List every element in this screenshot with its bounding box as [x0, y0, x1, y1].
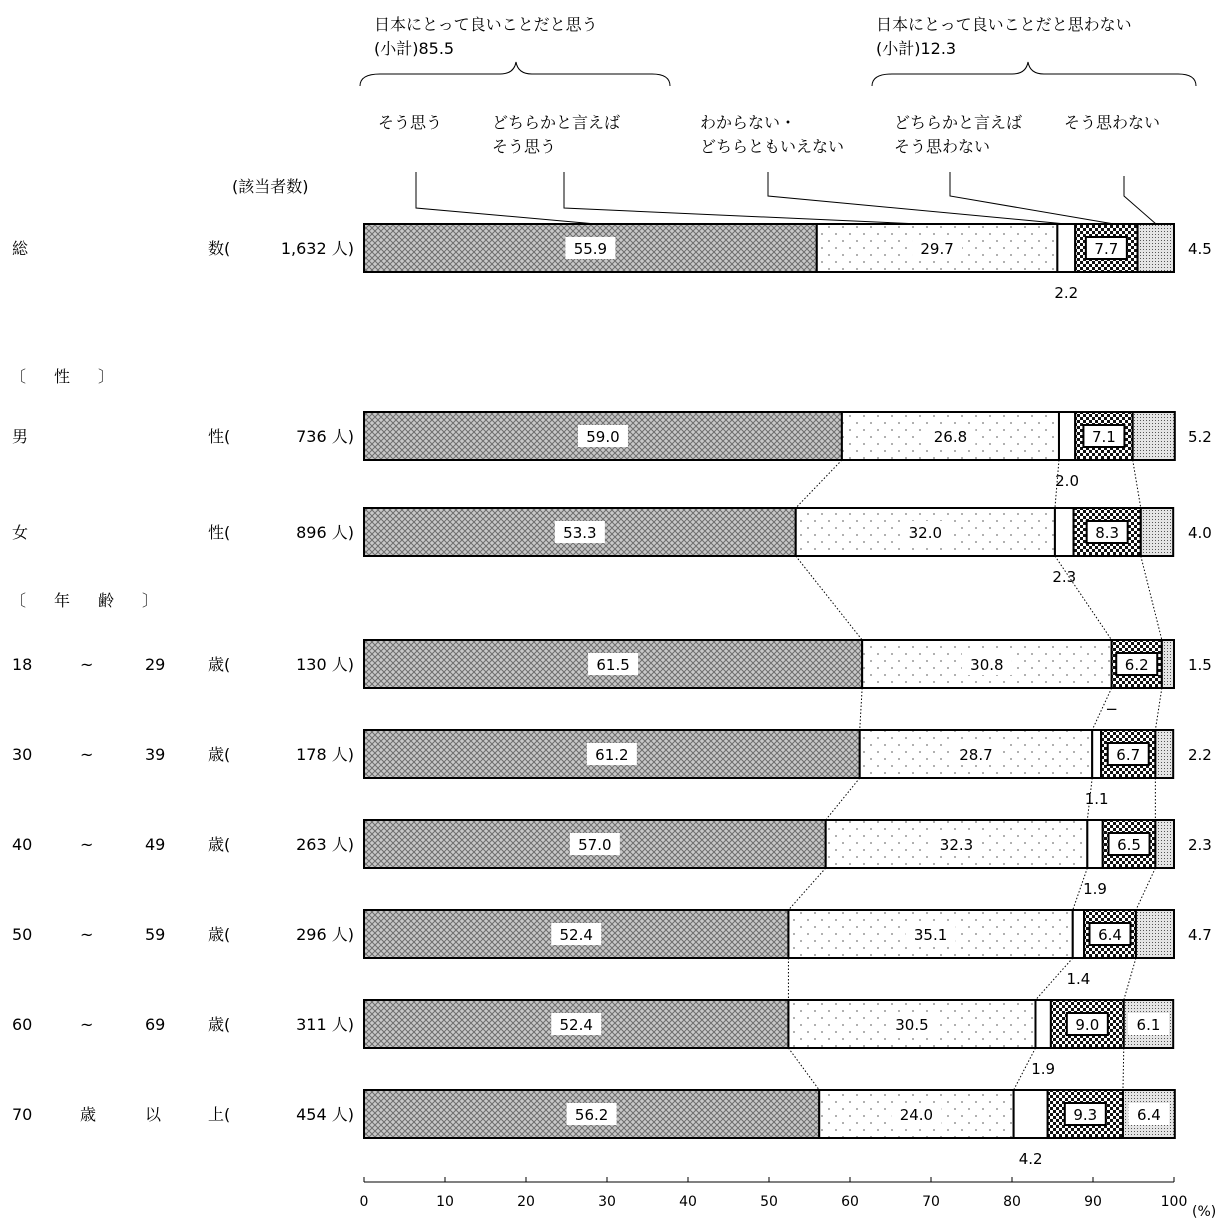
row-label-tilde: ~	[80, 835, 94, 854]
chart-rows	[12, 224, 1212, 1168]
connector-line	[1141, 556, 1162, 640]
row-label-left: 総	[12, 239, 29, 258]
bar-row	[12, 1000, 1173, 1078]
row-label-right: 性(	[208, 523, 231, 542]
value-label-strongly-agree: 53.3	[563, 524, 597, 542]
value-label-somewhat-agree: 24.0	[899, 1106, 934, 1124]
x-tick-label: 10	[436, 1194, 454, 1210]
connector-line	[788, 1048, 819, 1090]
row-sample-size: 454 人)	[296, 1105, 354, 1124]
row-label-left: 50	[12, 925, 33, 944]
group-bad-title: 日本にとって良いことだと思わない	[876, 15, 1132, 34]
value-label-somewhat-agree: 35.1	[913, 926, 948, 944]
connector-line	[860, 688, 862, 730]
bar-segment-strongly-disagree	[1136, 910, 1174, 958]
bar-row	[12, 1090, 1175, 1168]
bar-segment-strongly-disagree	[1138, 224, 1174, 272]
row-sample-size: 896 人)	[296, 523, 354, 542]
value-label-somewhat-disagree: 9.3	[1073, 1106, 1098, 1124]
row-label-right: 歳(	[208, 745, 231, 764]
value-label-dont-know: 1.9	[1031, 1060, 1056, 1078]
connector-line	[788, 868, 825, 910]
row-label-right: 歳(	[208, 925, 231, 944]
legend-label-strongly-agree: そう思う	[378, 113, 443, 132]
value-label-dont-know: 2.0	[1055, 472, 1080, 490]
bar-segment-strongly-disagree	[1155, 730, 1173, 778]
value-label-somewhat-agree: 30.8	[970, 656, 1004, 674]
value-label-somewhat-disagree: 9.0	[1075, 1016, 1100, 1034]
value-label-strongly-disagree: 4.5	[1188, 240, 1212, 258]
leader-strongly-disagree	[1124, 176, 1156, 224]
row-label-right: 歳(	[208, 655, 231, 674]
bar-row	[12, 640, 1212, 718]
row-label-left: 男	[12, 427, 29, 446]
value-label-somewhat-disagree: 6.7	[1116, 746, 1141, 764]
value-label-strongly-disagree: 1.5	[1188, 656, 1212, 674]
sample-size-header: (該当者数)	[232, 177, 309, 196]
row-label-tilde: ~	[80, 745, 94, 764]
value-label-somewhat-disagree: 7.7	[1094, 240, 1119, 258]
row-label-tilde: 歳	[80, 1105, 97, 1124]
bar-segment-dont-know	[1092, 730, 1101, 778]
legend-leaders	[416, 172, 1156, 224]
legend-label-somewhat-disagree-2: そう思わない	[894, 137, 991, 156]
row-label-mid: 39	[145, 745, 166, 764]
bar-segment-dont-know	[1035, 1000, 1050, 1048]
x-tick-label: 100	[1160, 1194, 1188, 1210]
group-good-title: 日本にとって良いことだと思う	[374, 15, 598, 34]
connector-line	[796, 556, 862, 640]
row-label-mid: 以	[145, 1105, 162, 1124]
value-label-strongly-agree: 59.0	[586, 428, 620, 446]
value-label-somewhat-disagree: 6.5	[1117, 836, 1141, 854]
bar-segment-strongly-disagree	[1133, 412, 1175, 460]
row-label-left: 30	[12, 745, 33, 764]
row-label-tilde: ~	[80, 655, 94, 674]
value-label-strongly-agree: 57.0	[578, 836, 612, 854]
value-label-somewhat-disagree: 8.3	[1095, 524, 1120, 542]
x-unit-label: (%)	[1192, 1204, 1217, 1220]
group-good-brace	[360, 62, 670, 86]
value-label-somewhat-agree: 30.5	[895, 1016, 929, 1034]
leader-dont-know	[768, 172, 1066, 224]
legend-label-dont-know-1: わからない・	[700, 113, 797, 132]
x-tick-label: 30	[598, 1194, 616, 1210]
row-label-right: 歳(	[208, 1015, 231, 1034]
x-tick-label: 50	[760, 1194, 778, 1210]
bar-row	[12, 730, 1212, 808]
connector-line	[1124, 958, 1136, 1000]
legend-label-strongly-disagree: そう思わない	[1064, 113, 1161, 132]
value-label-strongly-agree: 61.5	[596, 656, 630, 674]
bar-segment-dont-know	[1014, 1090, 1048, 1138]
row-label-mid: 49	[145, 835, 166, 854]
row-label-mid: 69	[145, 1015, 166, 1034]
value-label-somewhat-agree: 32.3	[939, 836, 974, 854]
bar-segment-dont-know	[1059, 412, 1075, 460]
row-label-left: 18	[12, 655, 33, 674]
value-label-somewhat-disagree: 6.2	[1124, 656, 1149, 674]
row-label-right: 性(	[208, 427, 231, 446]
row-label-left: 女	[12, 523, 29, 542]
legend-label-somewhat-agree-2: そう思う	[492, 137, 557, 156]
value-label-strongly-agree: 56.2	[574, 1106, 609, 1124]
section-gender: 〔 性 〕	[10, 367, 121, 386]
row-label-right: 歳(	[208, 835, 231, 854]
connector-line	[1133, 460, 1141, 508]
connector-line	[796, 460, 842, 508]
x-tick-label: 40	[679, 1194, 697, 1210]
connector-line	[826, 778, 860, 820]
value-label-strongly-agree: 55.9	[573, 240, 608, 258]
value-label-strongly-disagree: 2.2	[1188, 746, 1212, 764]
bar-row	[12, 910, 1212, 988]
leader-somewhat-disagree	[950, 172, 1114, 224]
value-label-somewhat-agree: 28.7	[959, 746, 993, 764]
legend-label-somewhat-disagree-1: どちらかと言えば	[894, 113, 1023, 132]
value-label-strongly-agree: 52.4	[559, 926, 593, 944]
row-label-mid: 59	[145, 925, 166, 944]
row-sample-size: 311 人)	[296, 1015, 354, 1034]
value-label-strongly-disagree: 4.0	[1188, 524, 1212, 542]
x-tick-label: 60	[841, 1194, 859, 1210]
legend-label-dont-know-2: どちらともいえない	[700, 137, 845, 156]
row-label-tilde: ~	[80, 925, 94, 944]
x-tick-label: 90	[1084, 1194, 1102, 1210]
bar-segment-dont-know	[1055, 508, 1074, 556]
connector-line	[1123, 1048, 1124, 1090]
row-label-mid: 29	[145, 655, 166, 674]
row-label-left: 60	[12, 1015, 33, 1034]
row-sample-size: 263 人)	[296, 835, 354, 854]
bar-segment-strongly-disagree	[1141, 508, 1173, 556]
row-label-left: 40	[12, 835, 33, 854]
value-label-dont-know: −	[1105, 700, 1118, 718]
bar-row	[12, 820, 1212, 898]
group-bad-brace	[872, 62, 1196, 86]
row-label-right: 数(	[208, 239, 231, 258]
row-sample-size: 1,632 人)	[280, 239, 354, 258]
x-axis	[360, 1177, 1217, 1220]
group-good-subtotal: (小計)85.5	[374, 39, 455, 58]
row-sample-size: 736 人)	[296, 427, 354, 446]
value-label-strongly-disagree: 6.1	[1136, 1016, 1161, 1034]
bar-segment-strongly-disagree	[1155, 820, 1174, 868]
row-sample-size: 130 人)	[296, 655, 354, 674]
x-tick-label: 70	[922, 1194, 940, 1210]
value-label-somewhat-disagree: 6.4	[1098, 926, 1122, 944]
row-label-right: 上(	[208, 1105, 231, 1124]
leader-strongly-agree	[416, 172, 596, 224]
value-label-strongly-disagree: 6.4	[1136, 1106, 1161, 1124]
value-label-dont-know: 1.1	[1084, 790, 1109, 808]
value-label-somewhat-agree: 26.8	[933, 428, 968, 446]
value-label-strongly-agree: 52.4	[559, 1016, 593, 1034]
bar-segment-dont-know	[1087, 820, 1102, 868]
x-tick-label: 80	[1003, 1194, 1021, 1210]
bar-row	[12, 412, 1212, 490]
value-label-strongly-disagree: 4.7	[1188, 926, 1212, 944]
bar-segment-strongly-disagree	[1162, 640, 1174, 688]
section-age: 〔 年 齢 〕	[10, 591, 165, 610]
value-label-somewhat-agree: 29.7	[920, 240, 954, 258]
connector-line	[1136, 868, 1155, 910]
group-bad-subtotal: (小計)12.3	[876, 39, 957, 58]
value-label-somewhat-agree: 32.0	[908, 524, 943, 542]
value-label-dont-know: 1.4	[1066, 970, 1091, 988]
value-label-dont-know: 2.2	[1054, 284, 1079, 302]
x-tick-label: 0	[359, 1194, 369, 1210]
value-label-strongly-agree: 61.2	[595, 746, 629, 764]
row-label-left: 70	[12, 1105, 33, 1124]
value-label-dont-know: 4.2	[1018, 1150, 1043, 1168]
bar-row	[12, 224, 1212, 302]
value-label-strongly-disagree: 2.3	[1188, 836, 1212, 854]
connector-line	[1155, 688, 1161, 730]
value-label-strongly-disagree: 5.2	[1188, 428, 1212, 446]
x-tick-label: 20	[517, 1194, 535, 1210]
bar-row	[12, 508, 1212, 586]
bar-segment-dont-know	[1073, 910, 1084, 958]
leader-somewhat-agree	[564, 172, 920, 224]
value-label-dont-know: 2.3	[1052, 568, 1077, 586]
value-label-somewhat-disagree: 7.1	[1092, 428, 1116, 446]
row-sample-size: 296 人)	[296, 925, 354, 944]
legend-label-somewhat-agree-1: どちらかと言えば	[492, 113, 621, 132]
bar-segment-dont-know	[1057, 224, 1075, 272]
value-label-dont-know: 1.9	[1083, 880, 1107, 898]
row-label-tilde: ~	[80, 1015, 94, 1034]
row-sample-size: 178 人)	[296, 745, 354, 764]
